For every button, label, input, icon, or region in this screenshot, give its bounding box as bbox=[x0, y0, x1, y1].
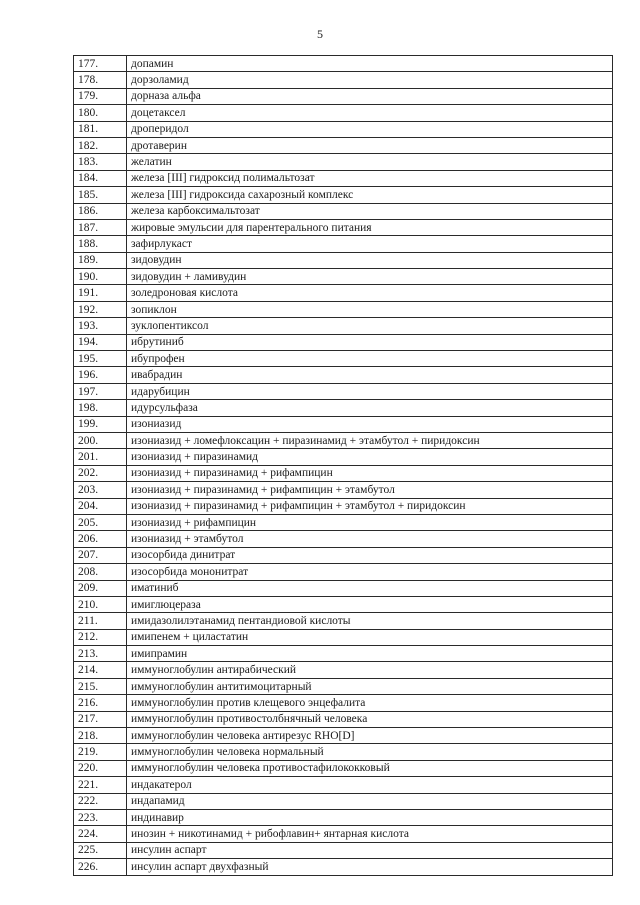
table-row bbox=[74, 88, 613, 104]
row-number: 187. bbox=[74, 219, 127, 235]
drug-name: индапамид bbox=[127, 793, 613, 809]
row-number: 177. bbox=[74, 56, 127, 72]
drug-name: ибупрофен bbox=[127, 351, 613, 367]
row-number: 183. bbox=[74, 154, 127, 170]
table-row bbox=[74, 72, 613, 88]
row-number: 178. bbox=[74, 72, 127, 88]
table-row bbox=[74, 859, 613, 875]
row-number: 215. bbox=[74, 678, 127, 694]
drug-name: иммуноглобулин антирабический bbox=[127, 662, 613, 678]
table-row bbox=[74, 695, 613, 711]
row-number: 211. bbox=[74, 613, 127, 629]
row-number: 209. bbox=[74, 580, 127, 596]
drug-name: дротаверин bbox=[127, 137, 613, 153]
drug-name: зопиклон bbox=[127, 301, 613, 317]
row-number: 184. bbox=[74, 170, 127, 186]
table-row bbox=[74, 187, 613, 203]
table-row bbox=[74, 842, 613, 858]
row-number: 223. bbox=[74, 809, 127, 825]
table-row bbox=[74, 105, 613, 121]
drug-name: ибрутиниб bbox=[127, 334, 613, 350]
drug-name: иммуноглобулин человека антирезус RHO[D] bbox=[127, 728, 613, 744]
row-number: 190. bbox=[74, 269, 127, 285]
drug-name: изониазид + ломефлоксацин + пиразинамид + этамбутол + пиридоксин bbox=[127, 432, 613, 448]
table-body bbox=[74, 56, 613, 876]
row-number: 192. bbox=[74, 301, 127, 317]
drug-name: имипенем + циластатин bbox=[127, 629, 613, 645]
drug-name: иммуноглобулин человека противостафилококковый bbox=[127, 760, 613, 776]
table-row bbox=[74, 613, 613, 629]
table-row bbox=[74, 285, 613, 301]
drug-name: имипрамин bbox=[127, 646, 613, 662]
row-number: 210. bbox=[74, 596, 127, 612]
table-row bbox=[74, 793, 613, 809]
row-number: 206. bbox=[74, 531, 127, 547]
row-number: 219. bbox=[74, 744, 127, 760]
drug-name: зуклопентиксол bbox=[127, 318, 613, 334]
drug-name: изониазид + рифампицин bbox=[127, 514, 613, 530]
row-number: 197. bbox=[74, 383, 127, 399]
drug-name: зидовудин bbox=[127, 252, 613, 268]
row-number: 224. bbox=[74, 826, 127, 842]
table-row bbox=[74, 170, 613, 186]
drug-name: индакатерол bbox=[127, 777, 613, 793]
page-number: 5 bbox=[317, 27, 323, 41]
drug-name: инозин + никотинамид + рибофлавин+ янтарная кислота bbox=[127, 826, 613, 842]
drug-name: железа [III] гидроксида сахарозный комплекс bbox=[127, 187, 613, 203]
table-row bbox=[74, 580, 613, 596]
table-row bbox=[74, 154, 613, 170]
row-number: 203. bbox=[74, 482, 127, 498]
row-number: 202. bbox=[74, 465, 127, 481]
table-row bbox=[74, 531, 613, 547]
table-row bbox=[74, 498, 613, 514]
row-number: 191. bbox=[74, 285, 127, 301]
drug-name: иматиниб bbox=[127, 580, 613, 596]
table-row bbox=[74, 728, 613, 744]
table-row bbox=[74, 596, 613, 612]
row-number: 185. bbox=[74, 187, 127, 203]
row-number: 218. bbox=[74, 728, 127, 744]
table-row bbox=[74, 269, 613, 285]
drug-name: иммуноглобулин противостолбнячный человека bbox=[127, 711, 613, 727]
table-row bbox=[74, 678, 613, 694]
table-row bbox=[74, 514, 613, 530]
table-row bbox=[74, 432, 613, 448]
drug-name: изониазид + этамбутол bbox=[127, 531, 613, 547]
drug-name: доцетаксел bbox=[127, 105, 613, 121]
drug-name: изониазид + пиразинамид + рифампицин bbox=[127, 465, 613, 481]
drug-name: жировые эмульсии для парентерального питания bbox=[127, 219, 613, 235]
row-number: 188. bbox=[74, 236, 127, 252]
table-row bbox=[74, 252, 613, 268]
drug-name: изониазид + пиразинамид + рифампицин + этамбутол bbox=[127, 482, 613, 498]
row-number: 195. bbox=[74, 351, 127, 367]
drug-name: дроперидол bbox=[127, 121, 613, 137]
drug-name: изониазид + пиразинамид bbox=[127, 449, 613, 465]
table-row bbox=[74, 629, 613, 645]
drug-name: иммуноглобулин человека нормальный bbox=[127, 744, 613, 760]
drug-name: железа [III] гидроксид полимальтозат bbox=[127, 170, 613, 186]
drug-name: инсулин аспарт bbox=[127, 842, 613, 858]
drug-name: изосорбида динитрат bbox=[127, 547, 613, 563]
row-number: 180. bbox=[74, 105, 127, 121]
drug-name: имидазолилэтанамид пентандиовой кислоты bbox=[127, 613, 613, 629]
row-number: 194. bbox=[74, 334, 127, 350]
table-row bbox=[74, 367, 613, 383]
row-number: 213. bbox=[74, 646, 127, 662]
drug-name: индинавир bbox=[127, 809, 613, 825]
drug-name: допамин bbox=[127, 56, 613, 72]
row-number: 186. bbox=[74, 203, 127, 219]
row-number: 198. bbox=[74, 400, 127, 416]
table-row bbox=[74, 301, 613, 317]
drug-name: золедроновая кислота bbox=[127, 285, 613, 301]
table-row bbox=[74, 383, 613, 399]
drug-name: иммуноглобулин против клещевого энцефалита bbox=[127, 695, 613, 711]
row-number: 226. bbox=[74, 859, 127, 875]
row-number: 182. bbox=[74, 137, 127, 153]
drug-name: изониазид bbox=[127, 416, 613, 432]
drug-name: ивабрадин bbox=[127, 367, 613, 383]
table-row bbox=[74, 809, 613, 825]
row-number: 208. bbox=[74, 564, 127, 580]
table-row bbox=[74, 777, 613, 793]
table-row bbox=[74, 449, 613, 465]
row-number: 179. bbox=[74, 88, 127, 104]
drug-name: желатин bbox=[127, 154, 613, 170]
drug-name: дорзоламид bbox=[127, 72, 613, 88]
table-row bbox=[74, 334, 613, 350]
table-row bbox=[74, 219, 613, 235]
row-number: 217. bbox=[74, 711, 127, 727]
table-row bbox=[74, 744, 613, 760]
drug-name: изосорбида мононитрат bbox=[127, 564, 613, 580]
drug-name: железа карбоксимальтозат bbox=[127, 203, 613, 219]
table-row bbox=[74, 351, 613, 367]
table-row bbox=[74, 646, 613, 662]
table-row bbox=[74, 236, 613, 252]
table-row bbox=[74, 547, 613, 563]
row-number: 222. bbox=[74, 793, 127, 809]
row-number: 181. bbox=[74, 121, 127, 137]
row-number: 196. bbox=[74, 367, 127, 383]
table-row bbox=[74, 400, 613, 416]
table-row bbox=[74, 564, 613, 580]
drug-name: зидовудин + ламивудин bbox=[127, 269, 613, 285]
drug-list-table bbox=[73, 55, 613, 876]
drug-name: изониазид + пиразинамид + рифампицин + этамбутол + пиридоксин bbox=[127, 498, 613, 514]
table-row bbox=[74, 203, 613, 219]
table-row bbox=[74, 137, 613, 153]
row-number: 225. bbox=[74, 842, 127, 858]
drug-name: иммуноглобулин антитимоцитарный bbox=[127, 678, 613, 694]
table-row bbox=[74, 56, 613, 72]
row-number: 201. bbox=[74, 449, 127, 465]
row-number: 205. bbox=[74, 514, 127, 530]
row-number: 221. bbox=[74, 777, 127, 793]
row-number: 204. bbox=[74, 498, 127, 514]
drug-name: идарубицин bbox=[127, 383, 613, 399]
drug-name: имиглюцераза bbox=[127, 596, 613, 612]
row-number: 220. bbox=[74, 760, 127, 776]
row-number: 214. bbox=[74, 662, 127, 678]
drug-name: инсулин аспарт двухфазный bbox=[127, 859, 613, 875]
table-row bbox=[74, 416, 613, 432]
table-row bbox=[74, 826, 613, 842]
row-number: 200. bbox=[74, 432, 127, 448]
drug-name: зафирлукаст bbox=[127, 236, 613, 252]
row-number: 212. bbox=[74, 629, 127, 645]
drug-name: идурсульфаза bbox=[127, 400, 613, 416]
drug-name: дорназа альфа bbox=[127, 88, 613, 104]
table-row bbox=[74, 482, 613, 498]
table-row bbox=[74, 121, 613, 137]
table-row bbox=[74, 760, 613, 776]
row-number: 193. bbox=[74, 318, 127, 334]
table-row bbox=[74, 465, 613, 481]
table-row bbox=[74, 318, 613, 334]
table-row bbox=[74, 711, 613, 727]
row-number: 189. bbox=[74, 252, 127, 268]
row-number: 207. bbox=[74, 547, 127, 563]
table-row bbox=[74, 662, 613, 678]
row-number: 216. bbox=[74, 695, 127, 711]
row-number: 199. bbox=[74, 416, 127, 432]
